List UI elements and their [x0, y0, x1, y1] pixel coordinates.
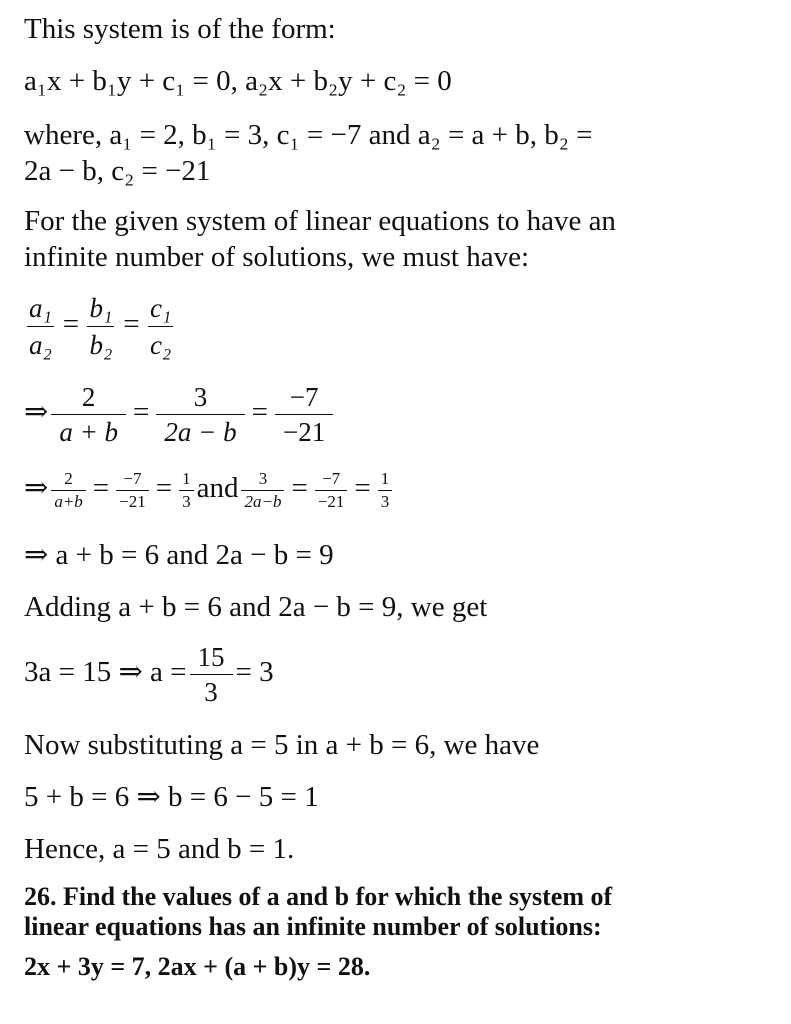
ratio-condition: $\frac{\text{a₁}}{\text{a₂}}$ = $\frac{\text{b₁}}{\text{b₂}}$ = $\frac{\text{c₁}}{\text{c₂}}$	[24, 290, 176, 363]
text-line-conclusion: Hence, a = 5 and b = 1.	[24, 833, 295, 865]
text-line-derived-equations: ⇒ a + b = 6 and 2a − b = 9	[24, 539, 334, 571]
text-line-condition-1: For the given system of linear equations to have an	[24, 205, 616, 237]
text-line-condition-2: infinite number of solutions, we must have:	[24, 241, 530, 273]
text-line-coefficients-1: where, a₁ = 2, b₁ = 3, c₁ = −7 and a₂ = a + b, b₂ =	[24, 119, 593, 151]
fraction-c: $\frac{\text{c₁}}{\text{c₂}}$	[149, 293, 172, 360]
text-line-general-equations: a₁x + b₁y + c₁ = 0, a₂x + b₂y + c₂ = 0	[24, 65, 452, 97]
question-26-equations: 2x + 3y = 7, 2ax + (a + b)y = 28.	[24, 952, 371, 981]
question-26-line-2: linear equations has an infinite number of solutions:	[24, 912, 602, 941]
substitution-line-1: ⇒ $\frac{2}{a + b}$ = $\frac{3}{2a - b}$ = $\frac{-7}{-21}$	[24, 380, 336, 449]
text-line-adding: Adding a + b = 6 and 2a − b = 9, we get	[24, 591, 488, 623]
text-line-coefficients-2: 2a − b, c₂ = −21	[24, 155, 211, 187]
solve-a-line: 3a = 15 ⇒ a = $\frac{15}{3}$ = 3	[24, 642, 274, 707]
substitution-line-2: ⇒ $\frac{2}{a+b}$ = $\frac{-7}{-21}$ = $\frac{1}{3}$ and $\frac{3}{2a-b}$ = $\frac{-7}{-21}$ = $\frac{1}{3}$	[24, 468, 395, 513]
text-line-solve-b: 5 + b = 6 ⇒ b = 6 − 5 = 1	[24, 781, 319, 813]
fraction-b: $\frac{\text{b₁}}{\text{b₂}}$	[89, 293, 113, 360]
text-line-system-form: This system is of the form:	[24, 13, 336, 45]
question-26-line-1: 26. Find the values of a and b for which the system of	[24, 882, 613, 911]
text-line-substituting: Now substituting a = 5 in a + b = 6, we have	[24, 729, 540, 761]
fraction-a: $\frac{\text{a₁}}{\text{a₂}}$	[29, 293, 52, 360]
